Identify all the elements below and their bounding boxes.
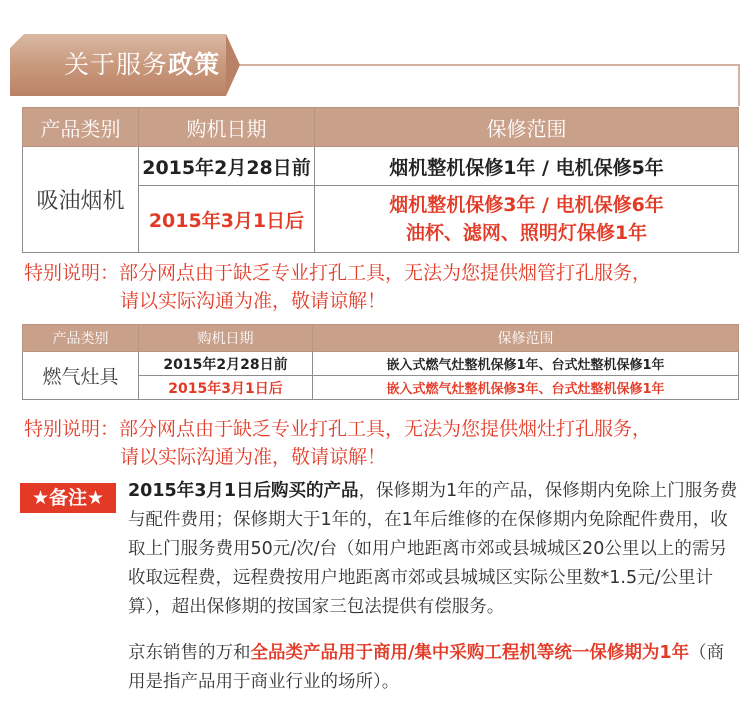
date-cell: 2015年3月1日后 xyxy=(139,186,315,253)
section-title-b: 政策 xyxy=(168,50,221,79)
coverage-cell xyxy=(315,186,739,253)
coverage-line: 烟机整机保修3年 / 电机保修6年 xyxy=(389,194,664,216)
header-rule xyxy=(232,64,740,66)
remark-highlight: 全品类产品用于商用/集中采购工程机等统一保修期为1年 xyxy=(250,643,690,663)
header-notch xyxy=(10,34,24,48)
header-arrow xyxy=(226,34,240,96)
section-title xyxy=(64,44,220,86)
column-header-category: 产品类别 xyxy=(23,108,139,147)
special-note-line: 特别说明：部分网点由于缺乏专业打孔工具，无法为您提供烟管打孔服务， xyxy=(24,262,652,284)
table-header-row xyxy=(23,108,739,147)
coverage-line: 油杯、滤网、照明灯保修1年 xyxy=(405,222,648,244)
stove-warranty-table xyxy=(22,324,739,400)
section-title-a: 关于服务 xyxy=(64,50,169,79)
remark-body: ，保修期为1年的产品，保修期内免除上门服务费与配件费用；保修期大于1年的，在1年后维修的在保修期内免除配件费用，收取上门服务费用50元/次/台（如用户地距离市郊或县城城区20公里以上的需另收取远程费，远程费按用户地距离市郊或县城城区实际公里数*1.5元/公里计算），超出保修期的按国家三包法提供有偿服务。 xyxy=(128,481,738,617)
remark-body: （商用是指产品用于商业行业的场所）。 xyxy=(128,643,725,692)
category-cell: 燃气灶具 xyxy=(23,352,139,400)
table-row xyxy=(23,147,739,186)
special-note-line: 请以实际沟通为准，敬请谅解！ xyxy=(120,290,387,312)
table-row xyxy=(23,352,739,376)
date-cell: 2015年2月28日前 xyxy=(139,352,313,376)
hood-warranty-table xyxy=(22,107,739,253)
column-header-date: 购机日期 xyxy=(139,108,315,147)
special-note-line: 请以实际沟通为准，敬请谅解！ xyxy=(120,446,387,468)
column-header-coverage: 保修范围 xyxy=(315,108,739,147)
remark-badge: ★备注★ xyxy=(20,483,116,513)
remark-body: 京东销售的万和 xyxy=(128,643,251,663)
column-header-category: 产品类别 xyxy=(23,325,139,352)
coverage-cell: 嵌入式燃气灶整机保修1年、台式灶整机保修1年 xyxy=(313,352,739,376)
remark-text xyxy=(128,477,740,697)
column-header-coverage: 保修范围 xyxy=(313,325,739,352)
date-cell: 2015年2月28日前 xyxy=(139,147,315,186)
coverage-cell: 烟机整机保修1年 / 电机保修5年 xyxy=(315,147,739,186)
column-header-date: 购机日期 xyxy=(139,325,313,352)
table-header-row xyxy=(23,325,739,352)
coverage-cell: 嵌入式燃气灶整机保修3年、台式灶整机保修1年 xyxy=(313,376,739,400)
header-rule-cap xyxy=(738,64,740,106)
remark-highlight: 2015年3月1日后购买的产品 xyxy=(128,481,359,501)
remark-paragraph xyxy=(128,477,740,622)
special-note-line: 特别说明：部分网点由于缺乏专业打孔工具，无法为您提供烟灶打孔服务， xyxy=(24,418,652,440)
date-cell: 2015年3月1日后 xyxy=(139,376,313,400)
remark-paragraph xyxy=(128,639,740,697)
category-cell: 吸油烟机 xyxy=(23,147,139,253)
